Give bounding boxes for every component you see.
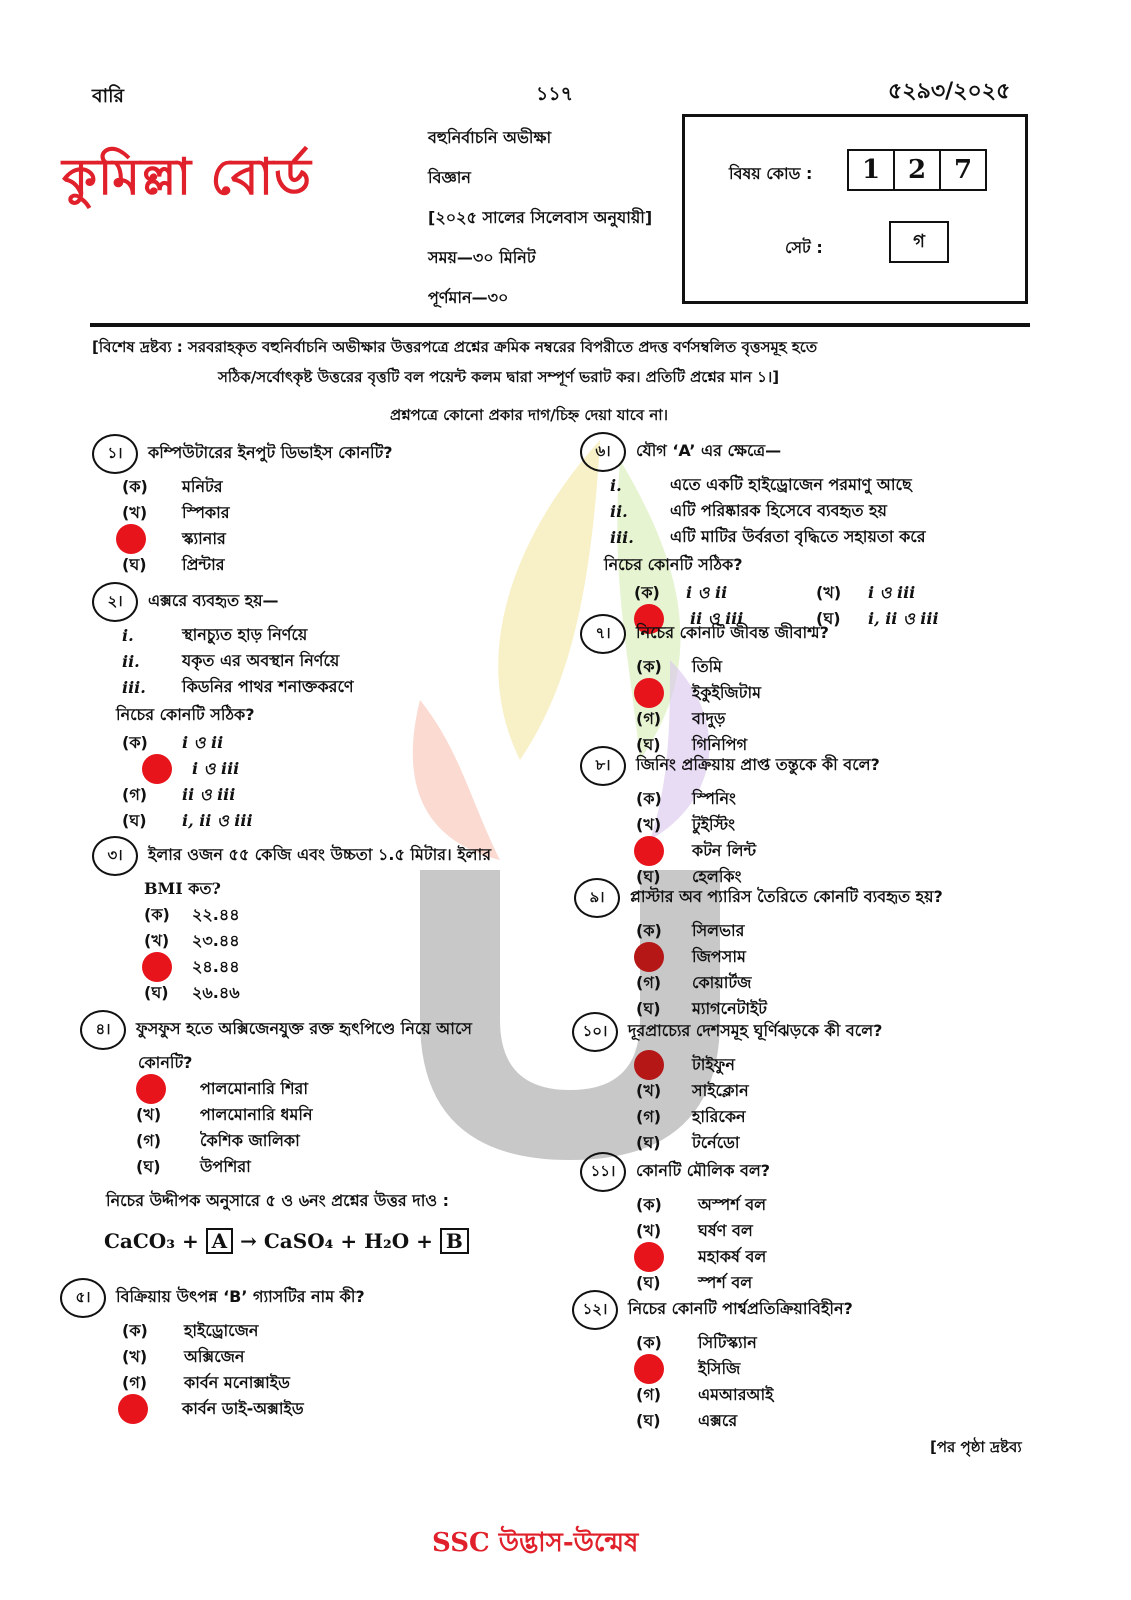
question-number: ৪। (80, 1010, 126, 1050)
question-text: প্লাস্টার অব প্যারিস তৈরিতে কোনটি ব্যবহৃত হয়? (630, 887, 943, 906)
answer-mark (634, 678, 664, 708)
question-9 (574, 884, 1004, 1022)
question-4 (80, 1016, 550, 1180)
option-text: i ও iii (192, 758, 240, 778)
answer-mark (142, 952, 172, 982)
option-label: (ঘ) (636, 734, 661, 754)
option-label: (ঘ) (636, 998, 661, 1018)
stimulus-instruction: নিচের উদ্দীপক অনুসারে ৫ ও ৬নং প্রশ্নের উত্তর দাও : (106, 1191, 450, 1210)
option-text: কার্বন ডাই-অক্সাইড (182, 1398, 304, 1418)
option-ka[interactable] (572, 1052, 1002, 1078)
question-number: ১০। (572, 1012, 618, 1052)
option-text: ২৩.৪৪ (192, 930, 240, 950)
question-2 (92, 588, 562, 834)
option-text: কোয়ার্টজ (692, 972, 752, 992)
option-ka[interactable] (574, 918, 1004, 944)
question-number: ৩। (92, 836, 138, 876)
option-label: (ঘ) (122, 810, 147, 830)
option-label: (ঘ) (636, 1272, 661, 1292)
question-5 (60, 1284, 530, 1422)
option-label: (ক) (122, 1320, 148, 1340)
exam-info (428, 118, 652, 318)
option-text: পালমোনারি শিরা (200, 1078, 308, 1098)
question-text: ফুসফুস হতে অক্সিজেনযুক্ত রক্ত হৃৎপিণ্ডে নিয়ে আসে (136, 1019, 472, 1038)
option-kha[interactable] (572, 1356, 1002, 1382)
question-3 (92, 842, 562, 1006)
answer-mark (634, 1242, 664, 1272)
option-label: (ঘ) (636, 866, 661, 886)
option-text: ম্যাগনেটাইট (692, 998, 768, 1018)
option-text: ২২.৪৪ (192, 904, 240, 924)
question-number: ৭। (580, 614, 626, 654)
option-text: সিটিস্ক্যান (698, 1332, 757, 1352)
option-label: (খ) (122, 1346, 148, 1366)
notice-line-2: সঠিক/সর্বোৎকৃষ্ট উত্তরের বৃত্তটি বল পয়েন্ট কলম দ্বারা সম্পূর্ণ ভরাট কর। প্রতিটি প্রশ্নের মান ১।] (218, 368, 780, 386)
option-label: (ক) (144, 904, 170, 924)
question-text: জিনিং প্রক্রিয়ায় প্রাপ্ত তন্তুকে কী বলে? (636, 755, 880, 774)
question-text: কম্পিউটারের ইনপুট ডিভাইস কোনটি? (148, 443, 393, 462)
statement-ii: ii. এটি পরিষ্কারক হিসেবে ব্যবহৃত হয় (610, 500, 887, 521)
option-text: জিপসাম (692, 946, 746, 966)
option-ga[interactable] (574, 970, 1004, 996)
statement-iii: iii. এটি মাটির উর্বরতা বৃদ্ধিতে সহায়তা করে (610, 526, 926, 547)
option-kha[interactable] (806, 580, 1006, 606)
option-text: ii ও iii (182, 784, 236, 804)
option-text: ২৬.৪৬ (192, 982, 240, 1002)
special-notice (92, 332, 1032, 392)
option-text: এমআরআই (698, 1384, 774, 1404)
option-text: তিমি (692, 656, 723, 676)
question-number: ১। (92, 434, 138, 474)
option-text: i, ii ও iii (868, 608, 939, 628)
option-text: i, ii ও iii (182, 810, 253, 830)
subject-name: বিজ্ঞান (428, 168, 471, 187)
question-8 (580, 752, 1000, 890)
option-ga[interactable] (92, 954, 562, 980)
option-text: বাদুড় (692, 708, 726, 728)
question-ask: নিচের কোনটি সঠিক? (116, 705, 255, 724)
option-label: (খ) (636, 1080, 662, 1100)
equation-lhs: CaCO₃ + (104, 1229, 199, 1253)
option-kha[interactable] (92, 500, 562, 526)
option-text: i ও ii (182, 732, 224, 752)
answer-mark (116, 524, 146, 554)
option-text: ইকুইজিটাম (692, 682, 761, 702)
option-text: টর্নেডো (692, 1132, 740, 1152)
statement-i: i. স্থানচ্যুত হাড় নির্ণয়ে (122, 624, 308, 645)
set-label: সেট : (785, 238, 823, 257)
set-value: গ (889, 221, 949, 263)
option-text: ইসিজি (698, 1358, 741, 1378)
option-text: i ও ii (686, 582, 728, 602)
option-label: (ক) (634, 582, 660, 602)
answer-mark (634, 836, 664, 866)
statement-iii: iii. কিডনির পাথর শনাক্তকরণে (122, 676, 354, 697)
no-marking-warning: প্রশ্নপত্রে কোনো প্রকার দাগ/চিহ্ন দেয়া যাবে না। (390, 406, 669, 424)
option-text: মনিটর (182, 476, 223, 496)
code-digit: 2 (893, 149, 941, 191)
option-gha[interactable] (572, 1130, 1002, 1156)
option-text: স্পর্শ বল (698, 1272, 753, 1292)
option-label: (ঘ) (144, 982, 169, 1002)
answer-mark (634, 1354, 664, 1384)
question-number: ৮। (580, 746, 626, 786)
option-kha[interactable] (580, 1218, 1000, 1244)
option-label: (ক) (636, 1332, 662, 1352)
option-label: (ঘ) (636, 1410, 661, 1430)
statement-ii: ii. যকৃত এর অবস্থান নির্ণয়ে (122, 650, 340, 671)
option-text: উপশিরা (200, 1156, 251, 1176)
question-text: এক্সরে ব্যবহৃত হয়— (148, 591, 279, 610)
option-kha[interactable] (580, 680, 1000, 706)
option-ka[interactable] (580, 1192, 1000, 1218)
option-label: (গ) (636, 1384, 662, 1404)
answer-mark (136, 1074, 166, 1104)
option-text: পালমোনারি ধমনি (200, 1104, 313, 1124)
option-gha[interactable] (80, 1154, 550, 1180)
question-text-cont: কোনটি? (138, 1053, 193, 1072)
paper-code: ৫২৯৩/২০২৫ (888, 79, 1011, 104)
question-7 (580, 620, 1000, 758)
option-label: (খ) (816, 582, 842, 602)
subject-code-label: বিষয় কোড : (729, 164, 813, 183)
option-ka[interactable] (580, 786, 1000, 812)
option-ga[interactable] (80, 1128, 550, 1154)
option-ka[interactable] (606, 580, 806, 606)
syllabus-note: [২০২৫ সালের সিলেবাস অনুযায়ী] (428, 208, 653, 227)
option-label: (ক) (122, 732, 148, 752)
option-kha[interactable] (60, 1344, 530, 1370)
option-ga[interactable] (92, 782, 562, 808)
option-label: (ক) (636, 656, 662, 676)
option-ga[interactable] (92, 526, 562, 552)
option-gha[interactable] (580, 1270, 1000, 1296)
option-label: (গ) (136, 1130, 162, 1150)
question-6 (580, 438, 1000, 632)
option-ga[interactable] (60, 1370, 530, 1396)
answer-mark (634, 1050, 664, 1080)
option-text: সিলভার (692, 920, 745, 940)
option-text: হাইড্রোজেন (184, 1320, 259, 1340)
option-ka[interactable] (60, 1318, 530, 1344)
question-11 (580, 1158, 1000, 1296)
full-marks: পূর্ণমান—৩০ (428, 288, 509, 307)
option-label: (খ) (144, 930, 170, 950)
option-gha[interactable] (60, 1396, 530, 1422)
answer-mark (118, 1394, 148, 1424)
option-gha[interactable] (92, 552, 562, 578)
option-text: কার্বন মনোক্সাইড (184, 1372, 290, 1392)
option-kha[interactable] (92, 928, 562, 954)
option-label: (ক) (122, 476, 148, 496)
question-text: বিক্রিয়ায় উৎপন্ন ‘B’ গ্যাসটির নাম কী? (116, 1287, 365, 1306)
option-ka[interactable] (572, 1330, 1002, 1356)
question-number: ৬। (580, 432, 626, 472)
question-number: ২। (92, 582, 138, 622)
option-kha[interactable] (80, 1102, 550, 1128)
option-label: (গ) (636, 972, 662, 992)
option-ga[interactable] (580, 1244, 1000, 1270)
option-text: ২৪.৪৪ (192, 956, 240, 976)
option-text: টুইস্টিং (692, 814, 736, 834)
option-ga[interactable] (572, 1104, 1002, 1130)
option-text: টাইফুন (692, 1054, 735, 1074)
option-kha[interactable] (92, 756, 562, 782)
option-label: (খ) (122, 502, 148, 522)
statement-i: i. এতে একটি হাইড্রোজেন পরমাণু আছে (610, 474, 912, 495)
question-number: ৫। (60, 1278, 106, 1318)
question-1 (92, 440, 562, 578)
option-kha[interactable] (580, 812, 1000, 838)
answer-mark (142, 754, 172, 784)
question-10 (572, 1018, 1002, 1156)
option-gha[interactable] (92, 980, 562, 1006)
notice-line-1: [বিশেষ দ্রষ্টব্য : সরবরাহকৃত বহুনির্বাচনি অভীক্ষার উত্তরপত্রে প্রশ্নের ক্রমিক নম্বরের বিপরীতে প্রদত্ত বর্ণসম্বলিত বৃত্তসমূহ হতে (92, 338, 818, 356)
board-name: কুমিল্লা বোর্ড (62, 147, 312, 206)
question-text: নিচের কোনটি জীবন্ত জীবাশ্ম? (636, 623, 829, 642)
option-text: স্পিকার (182, 502, 230, 522)
equation-rhs: → CaSO₄ + H₂O + (240, 1229, 433, 1253)
code-digit: 1 (847, 149, 895, 191)
option-text: প্রিন্টার (182, 554, 225, 574)
option-ka[interactable] (92, 474, 562, 500)
question-text: ইলার ওজন ৫৫ কেজি এবং উচ্চতা ১.৫ মিটার। ইলার (148, 845, 492, 864)
option-label: (খ) (136, 1104, 162, 1124)
option-ka[interactable] (80, 1076, 550, 1102)
question-12 (572, 1296, 1002, 1434)
option-label: (গ) (636, 708, 662, 728)
exam-time: সময়—৩০ মিনিট (428, 248, 536, 267)
subject-code-box (682, 114, 1028, 304)
option-text: গিনিপিগ (692, 734, 748, 754)
option-label: (ক) (636, 1194, 662, 1214)
page-number: ১১৭ (536, 83, 574, 105)
option-label: (ঘ) (122, 554, 147, 574)
option-ka[interactable] (580, 654, 1000, 680)
option-label: (খ) (636, 814, 662, 834)
option-text: i ও iii (868, 582, 916, 602)
option-text: অক্সিজেন (184, 1346, 245, 1366)
next-page-note: [পর পৃষ্ঠা দ্রষ্টব্য (930, 1438, 1022, 1456)
question-number: ৯। (574, 878, 620, 918)
option-label: (খ) (636, 1220, 662, 1240)
option-text: সাইক্লোন (692, 1080, 749, 1100)
option-ga[interactable] (580, 706, 1000, 732)
option-kha[interactable] (572, 1078, 1002, 1104)
equation-box-b: B (440, 1228, 469, 1254)
option-ga[interactable] (580, 838, 1000, 864)
option-text: হেলকিং (692, 866, 742, 886)
answer-mark (634, 942, 664, 972)
question-number: ১১। (580, 1152, 626, 1192)
option-label: (গ) (122, 1372, 148, 1392)
option-gha[interactable] (572, 1408, 1002, 1434)
option-label: (গ) (636, 1106, 662, 1126)
chemical-equation (104, 1228, 469, 1254)
question-text: কোনটি মৌলিক বল? (636, 1161, 771, 1180)
option-text: স্পিনিং (692, 788, 736, 808)
option-text: ঘর্ষণ বল (698, 1220, 753, 1240)
footer-brand: SSC উদ্ভাস-উন্মেষ (432, 1528, 639, 1558)
option-kha[interactable] (574, 944, 1004, 970)
code-digit: 7 (939, 149, 987, 191)
question-text: নিচের কোনটি পার্শ্বপ্রতিক্রিয়াবিহীন? (628, 1299, 853, 1318)
header-left: বারি (92, 85, 124, 107)
question-ask: নিচের কোনটি সঠিক? (604, 555, 743, 574)
question-text: দূরপ্রাচ্যের দেশসমূহ ঘূর্ণিঝড়কে কী বলে? (628, 1021, 883, 1040)
option-text: কটন লিন্ট (692, 840, 757, 860)
subject-code-digits (849, 149, 987, 191)
question-number: ১২। (572, 1290, 618, 1330)
option-label: (ঘ) (136, 1156, 161, 1176)
option-ga[interactable] (572, 1382, 1002, 1408)
option-gha[interactable] (92, 808, 562, 834)
option-text: হারিকেন (692, 1106, 746, 1126)
option-label: (ঘ) (816, 608, 841, 628)
option-text: ii ও iii (690, 608, 744, 628)
exam-type: বহুনির্বাচনি অভীক্ষা (428, 128, 552, 147)
option-label: (গ) (122, 784, 148, 804)
option-ka[interactable] (92, 902, 562, 928)
option-ka[interactable] (92, 730, 562, 756)
header-divider (90, 323, 1030, 327)
option-label: (ক) (636, 788, 662, 808)
option-text: কৈশিক জালিকা (200, 1130, 300, 1150)
question-text: যৌগ ‘A’ এর ক্ষেত্রে— (636, 441, 782, 460)
equation-box-a: A (206, 1228, 234, 1254)
option-text: অস্পর্শ বল (698, 1194, 767, 1214)
option-text: মহাকর্ষ বল (698, 1246, 767, 1266)
question-text-cont: BMI কত? (144, 879, 221, 898)
option-label: (ঘ) (636, 1132, 661, 1152)
option-text: এক্সরে (698, 1410, 738, 1430)
option-label: (ক) (636, 920, 662, 940)
option-text: স্ক্যানার (182, 528, 226, 548)
